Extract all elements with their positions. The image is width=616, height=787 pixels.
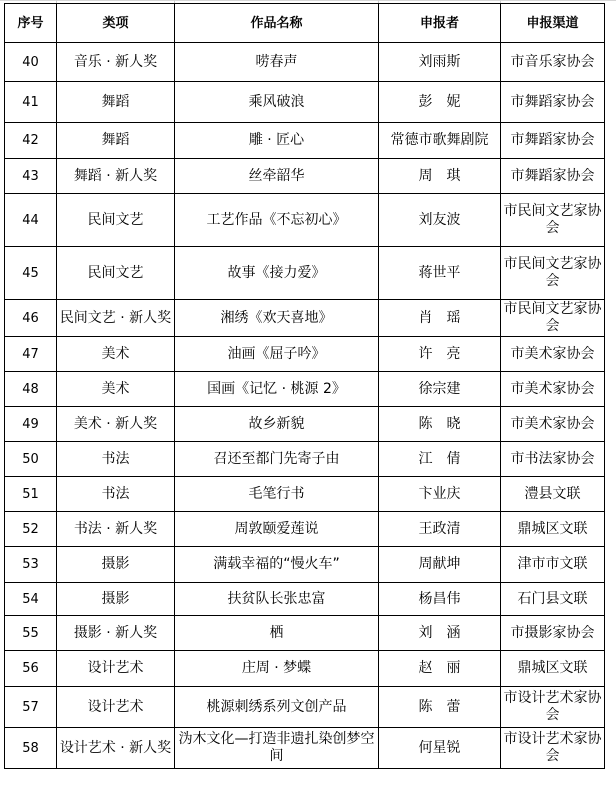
cell-serial: 43 <box>5 159 57 194</box>
cell-serial: 46 <box>5 300 57 337</box>
cell-applicant: 许 亮 <box>379 337 501 372</box>
cell-channel: 市民间文艺家协会 <box>501 247 605 300</box>
cell-channel: 市民间文艺家协会 <box>501 194 605 247</box>
cell-channel: 市舞蹈家协会 <box>501 123 605 159</box>
cell-serial: 51 <box>5 477 57 512</box>
cell-serial: 49 <box>5 407 57 442</box>
cell-applicant: 肖 瑶 <box>379 300 501 337</box>
page-top-rule <box>0 0 616 1</box>
cell-applicant: 周 琪 <box>379 159 501 194</box>
table-row <box>5 583 605 616</box>
cell-work-title: 工艺作品《不忘初心》 <box>175 194 379 247</box>
table-row <box>5 651 605 687</box>
cell-work-title: 湘绣《欢天喜地》 <box>175 300 379 337</box>
cell-serial: 53 <box>5 547 57 583</box>
cell-serial: 40 <box>5 43 57 82</box>
cell-work-title: 周敦颐爱莲说 <box>175 512 379 547</box>
cell-category: 设计艺术 <box>57 651 175 687</box>
table-row <box>5 547 605 583</box>
cell-channel: 市舞蹈家协会 <box>501 82 605 123</box>
cell-work-title: 召还至都门先寄子由 <box>175 442 379 477</box>
cell-work-title: 国画《记忆 · 桃源 2》 <box>175 372 379 407</box>
cell-serial: 48 <box>5 372 57 407</box>
cell-serial: 45 <box>5 247 57 300</box>
cell-channel: 市书法家协会 <box>501 442 605 477</box>
cell-category: 舞蹈 <box>57 82 175 123</box>
cell-applicant: 刘雨斯 <box>379 43 501 82</box>
cell-work-title: 雕 · 匠心 <box>175 123 379 159</box>
table-row <box>5 43 605 82</box>
cell-applicant: 卞业庆 <box>379 477 501 512</box>
cell-applicant: 杨昌伟 <box>379 583 501 616</box>
cell-work-title: 沩木文化—打造非遗扎染创梦空间 <box>175 728 379 769</box>
header-work-title: 作品名称 <box>175 4 379 43</box>
table-row <box>5 477 605 512</box>
cell-applicant: 赵 丽 <box>379 651 501 687</box>
cell-serial: 42 <box>5 123 57 159</box>
table-row <box>5 123 605 159</box>
cell-applicant: 蒋世平 <box>379 247 501 300</box>
table-row <box>5 194 605 247</box>
cell-category: 摄影 <box>57 583 175 616</box>
table-row <box>5 616 605 651</box>
cell-work-title: 乘风破浪 <box>175 82 379 123</box>
cell-channel: 市民间文艺家协会 <box>501 300 605 337</box>
cell-channel: 市舞蹈家协会 <box>501 159 605 194</box>
table-row <box>5 442 605 477</box>
cell-category: 设计艺术 <box>57 687 175 728</box>
header-category: 类项 <box>57 4 175 43</box>
cell-category: 舞蹈 · 新人奖 <box>57 159 175 194</box>
table-row <box>5 728 605 769</box>
cell-work-title: 丝牵韶华 <box>175 159 379 194</box>
table-row <box>5 337 605 372</box>
cell-applicant: 彭 妮 <box>379 82 501 123</box>
cell-applicant: 陈 晓 <box>379 407 501 442</box>
cell-channel: 市摄影家协会 <box>501 616 605 651</box>
cell-applicant: 江 倩 <box>379 442 501 477</box>
cell-serial: 57 <box>5 687 57 728</box>
cell-work-title: 栖 <box>175 616 379 651</box>
table-row <box>5 159 605 194</box>
cell-serial: 50 <box>5 442 57 477</box>
cell-category: 舞蹈 <box>57 123 175 159</box>
cell-work-title: 唠春声 <box>175 43 379 82</box>
cell-applicant: 刘友波 <box>379 194 501 247</box>
cell-category: 音乐 · 新人奖 <box>57 43 175 82</box>
cell-channel: 澧县文联 <box>501 477 605 512</box>
cell-serial: 56 <box>5 651 57 687</box>
cell-work-title: 油画《屈子吟》 <box>175 337 379 372</box>
cell-applicant: 王政清 <box>379 512 501 547</box>
cell-channel: 市美术家协会 <box>501 407 605 442</box>
table-row <box>5 687 605 728</box>
cell-work-title: 庄周 · 梦蝶 <box>175 651 379 687</box>
table-body <box>5 43 605 769</box>
header-applicant: 申报者 <box>379 4 501 43</box>
cell-channel: 市美术家协会 <box>501 337 605 372</box>
cell-category: 民间文艺 <box>57 194 175 247</box>
award-list-table <box>4 3 605 769</box>
cell-category: 民间文艺 <box>57 247 175 300</box>
cell-work-title: 毛笔行书 <box>175 477 379 512</box>
cell-channel: 市设计艺术家协会 <box>501 687 605 728</box>
cell-work-title: 满载幸福的“慢火车” <box>175 547 379 583</box>
cell-applicant: 刘 涵 <box>379 616 501 651</box>
cell-applicant: 何星锐 <box>379 728 501 769</box>
table-row <box>5 372 605 407</box>
cell-channel: 市美术家协会 <box>501 372 605 407</box>
cell-category: 美术 <box>57 372 175 407</box>
cell-serial: 47 <box>5 337 57 372</box>
cell-channel: 石门县文联 <box>501 583 605 616</box>
cell-serial: 55 <box>5 616 57 651</box>
cell-serial: 58 <box>5 728 57 769</box>
cell-serial: 41 <box>5 82 57 123</box>
cell-applicant: 徐宗建 <box>379 372 501 407</box>
cell-applicant: 陈 蕾 <box>379 687 501 728</box>
cell-serial: 54 <box>5 583 57 616</box>
cell-category: 美术 <box>57 337 175 372</box>
cell-category: 书法 <box>57 442 175 477</box>
cell-category: 美术 · 新人奖 <box>57 407 175 442</box>
cell-category: 书法 <box>57 477 175 512</box>
cell-applicant: 周献坤 <box>379 547 501 583</box>
cell-category: 设计艺术 · 新人奖 <box>57 728 175 769</box>
cell-channel: 鼎城区文联 <box>501 651 605 687</box>
cell-category: 民间文艺 · 新人奖 <box>57 300 175 337</box>
table-row <box>5 407 605 442</box>
cell-applicant: 常德市歌舞剧院 <box>379 123 501 159</box>
header-serial: 序号 <box>5 4 57 43</box>
cell-channel: 鼎城区文联 <box>501 512 605 547</box>
cell-category: 摄影 · 新人奖 <box>57 616 175 651</box>
cell-channel: 市设计艺术家协会 <box>501 728 605 769</box>
table-row <box>5 300 605 337</box>
cell-serial: 44 <box>5 194 57 247</box>
cell-serial: 52 <box>5 512 57 547</box>
cell-channel: 津市市文联 <box>501 547 605 583</box>
cell-work-title: 桃源刺绣系列文创产品 <box>175 687 379 728</box>
cell-category: 摄影 <box>57 547 175 583</box>
table-row <box>5 247 605 300</box>
table-row <box>5 82 605 123</box>
cell-work-title: 扶贫队长张忠富 <box>175 583 379 616</box>
cell-work-title: 故乡新貌 <box>175 407 379 442</box>
cell-channel: 市音乐家协会 <box>501 43 605 82</box>
table-header-row <box>5 4 605 43</box>
header-channel: 申报渠道 <box>501 4 605 43</box>
table-row <box>5 512 605 547</box>
cell-category: 书法 · 新人奖 <box>57 512 175 547</box>
cell-work-title: 故事《接力爱》 <box>175 247 379 300</box>
